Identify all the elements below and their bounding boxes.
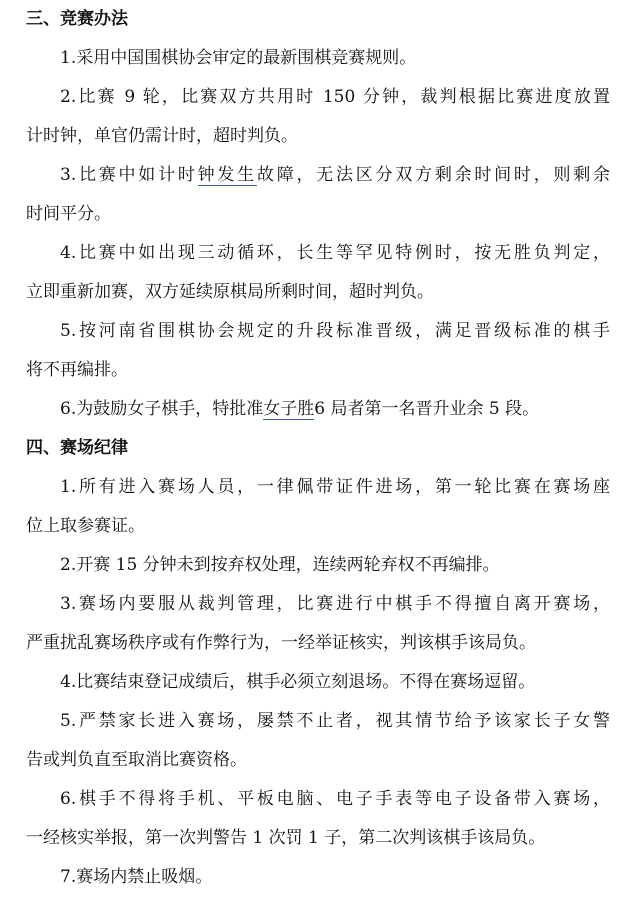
discipline-5-line-1: 5.严禁家长进入赛场，屡禁不止者，视其情节给予该家长子女警 (60, 711, 610, 731)
rule-4-line-2: 立即重新加赛，双方延续原棋局所剩时间，超时判负。 (26, 282, 434, 302)
rule-2-line-1: 2.比赛 9 轮，比赛双方共用时 150 分钟，裁判根据比赛进度放置 (60, 87, 610, 107)
rule-5-line-1: 5.按河南省围棋协会规定的升段标准晋级，满足晋级标准的棋手 (60, 321, 610, 341)
discipline-6-line-1: 6.棋手不得将手机、平板电脑、电子手表等电子设备带入赛场， (60, 789, 610, 809)
section-heading-venue-discipline: 四、赛场纪律 (26, 438, 128, 458)
discipline-3-line-2: 严重扰乱赛场秩序或有作弊行为，一经举证核实，判该棋手该局负。 (26, 633, 536, 653)
rule-3-line-2: 时间平分。 (26, 204, 111, 224)
discipline-1-line-1: 1.所有进入赛场人员，一律佩带证件进场，第一轮比赛在赛场座 (60, 477, 610, 497)
rule-6-text-after: 6 局者第一名晋升业余 5 段。 (314, 399, 540, 419)
discipline-2-line-1: 2.开赛 15 分钟未到按弃权处理，连续两轮弃权不再编排。 (60, 555, 500, 575)
discipline-3-line-1: 3.赛场内要服从裁判管理，比赛进行中棋手不得擅自离开赛场， (60, 594, 610, 614)
rule-2-line-2: 计时钟，单官仍需计时，超时判负。 (26, 126, 298, 146)
discipline-5-line-2: 告或判负直至取消比赛资格。 (26, 750, 247, 770)
rule-4-line-1: 4.比赛中如出现三动循环，长生等罕见特例时，按无胜负判定， (60, 243, 610, 263)
rule-3-text-before: 3.比赛中如计时 (60, 165, 198, 185)
rule-6-line-1 (60, 390, 610, 429)
rule-5-line-2: 将不再编排。 (26, 360, 128, 380)
rule-3-underlined-text: 钟发生 (197, 165, 257, 185)
discipline-6-line-2: 一经核实举报，第一次判警告 1 次罚 1 子，第二次判该棋手该局负。 (26, 828, 546, 848)
rule-3-text-after: 故障，无法区分双方剩余时间时，则剩余 (256, 165, 610, 185)
rule-1-line-1: 1.采用中国围棋协会审定的最新围棋竞赛规则。 (60, 48, 417, 68)
rule-3-line-1 (60, 156, 610, 195)
discipline-4-line-1: 4.比赛结束登记成绩后，棋手必须立刻退场。不得在赛场逗留。 (60, 672, 536, 692)
section-heading-competition-method: 三、竞赛办法 (26, 9, 128, 29)
rule-6-text-before: 6.为鼓励女子棋手，特批准 (60, 399, 264, 419)
discipline-1-line-2: 位上取参赛证。 (26, 516, 145, 536)
discipline-7-line-1: 7.赛场内禁止吸烟。 (60, 867, 213, 887)
rule-6-underlined-text: 女子胜 (263, 399, 315, 419)
